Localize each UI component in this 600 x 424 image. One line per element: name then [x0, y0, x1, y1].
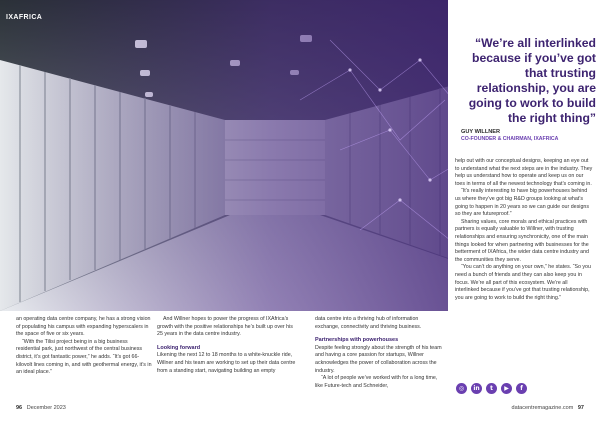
quote-author-name: GUY WILLNER	[461, 129, 501, 135]
body-column-2	[157, 316, 297, 375]
facebook-icon[interactable]: f	[516, 383, 527, 394]
paragraph: Sharing values, core morals and ethical practices with partners is equally valuable to Willner, with trusting relationships and ensuring synchronicity, one of the main things looked for when partnering with businesses for the betterment of IXAfrica, the wider data centre industry and the communities they serve.	[455, 218, 589, 263]
paragraph: “With the Tilisi project being in a big business residential park, just northwest of the central business district, it’s got fantastic power,” he adds. “It’s got 66-kilovolt lines coming in, and with geothermal energy, it’s in an ideal place.”	[16, 338, 152, 376]
pull-quote: “We’re all interlinked because if you’ve got that trusting relationship, you are going to work to build the right thing”	[468, 36, 596, 125]
issue-date: December 2023	[26, 405, 66, 411]
subheading: Looking forward	[157, 344, 201, 351]
paragraph: help out with our conceptual designs, keeping an eye out to understand what the next steps are in the industry. They help us understand how to operate and keep us on our toes in terms of all the newest technology that’s coming in.	[455, 158, 593, 187]
quote-author-role: CO-FOUNDER & CHAIRMAN, IXAFRICA	[461, 136, 559, 142]
section-tag: IXAFRICA	[6, 14, 43, 21]
paragraph: Likening the next 12 to 18 months to a white-knuckle ride, Willner and his team are working to set up their data centre from a standing start, navigating building an empty	[157, 352, 296, 374]
paragraph: And Willner hopes to power the progress of IXAfrica’s growth with the positive relationships he’s built up over his 25 years in the data centre industry.	[157, 316, 293, 338]
body-column-3	[315, 316, 443, 390]
body-column-1	[16, 316, 152, 377]
page-number-left: 96	[16, 405, 23, 411]
footer-right	[512, 405, 584, 411]
page-number-right: 97	[577, 405, 584, 411]
youtube-icon[interactable]: ▶	[501, 383, 512, 394]
globe-icon[interactable]: ◎	[456, 383, 467, 394]
paragraph: “It’s really interesting to have big powerhouses behind us where they’ve got big R&D groups looking at what’s going to happen in 20 years so we can guide our designs so they are futureproof.”	[455, 188, 589, 218]
body-column-4	[455, 158, 593, 302]
subheading: Partnerships with powerhouses	[315, 337, 399, 344]
paragraph: Despite feeling strongly about the strength of his team and having a core passion for startups, Willner acknowledges the power of collaboration across the industry.	[315, 344, 442, 374]
paragraph: “You can’t do anything on your own,” he states. “So you need a bunch of friends and they can also keep you in focus. We’re all part of this ecosystem. We’re all interlinked because if you’ve got that trusting relationship, you are going to work to build the right thing.”	[455, 264, 591, 301]
twitter-icon[interactable]: t	[486, 383, 497, 394]
paragraph: data centre into a thriving hub of information exchange, connectivity and thriving business.	[315, 316, 422, 330]
linkedin-icon[interactable]: in	[471, 383, 482, 394]
site-url[interactable]: datacentremagazine.com	[511, 405, 574, 411]
paragraph: “A lot of people we’ve worked with for a long time, like Future-tech and Schneider,	[315, 375, 438, 389]
footer-left	[16, 405, 66, 411]
social-links	[456, 383, 527, 394]
paragraph: an operating data centre company, he has a strong vision of populating his campus with expanding hyperscalers in the space of five or six years.	[16, 316, 151, 338]
